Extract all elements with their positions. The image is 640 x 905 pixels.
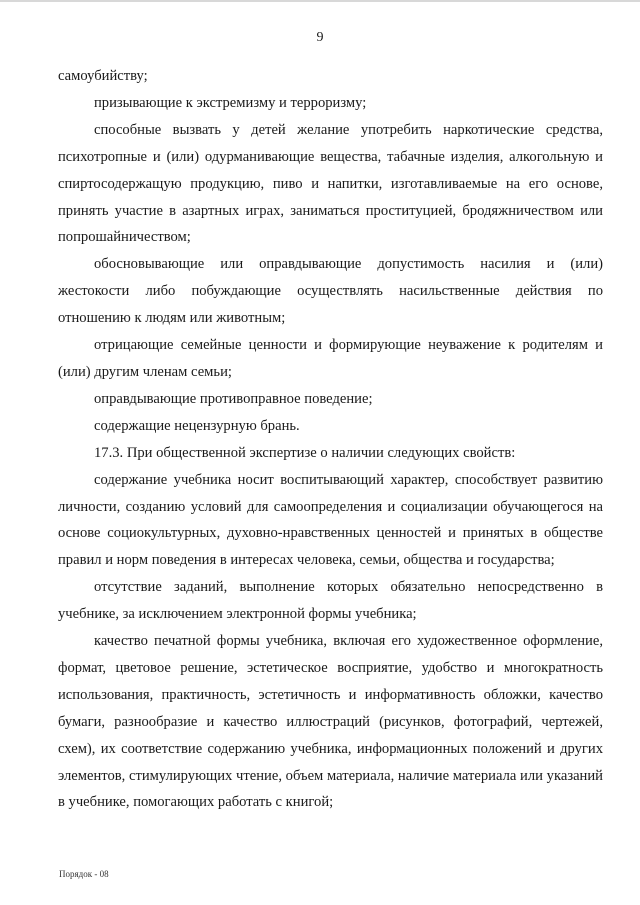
paragraph-2: призывающие к экстремизму и терроризму; [94, 94, 367, 111]
paragraph-3: способные вызвать у детей желание употребить наркотические средства, психотропные и (или) одурманивающие вещества, табачные изделия, алкогольную и спиртосодержащую продукцию, пиво и напитки, изготавливаемые на его основе, принять участие в азартных играх, заниматься проституцией, бродяжничеством или попрошайничеством; [58, 121, 603, 246]
paragraph-1: самоубийству; [58, 68, 148, 84]
paragraph-5: отрицающие семейные ценности и формирующие неуважение к родителям и (или) другим членам семьи; [58, 337, 603, 380]
page-number: 9 [316, 30, 324, 45]
paragraph-4: обосновывающие или оправдывающие допустимость насилия и (или) жестокости либо побуждающие осуществлять насильственные действия по отношению к людям или животным; [58, 256, 603, 327]
paragraph-10: отсутствие заданий, выполнение которых обязательно непосредственно в учебнике, за исключением электронной формы учебника; [58, 579, 603, 623]
top-edge-rule [0, 0, 640, 2]
paragraph-7: содержащие нецензурную брань. [94, 417, 300, 434]
document-body [58, 63, 603, 816]
paragraph-6: оправдывающие противоправное поведение; [94, 390, 373, 407]
paragraph-11: качество печатной формы учебника, включая его художественное оформление, формат, цветовое решение, эстетическое восприятие, удобство и многократность использования, практичность, эстетичность и информативность обложки, качество бумаги, разнообразие и качество иллюстраций (рисунков, фотографий, чертежей, схем), их соответствие содержанию учебника, информационных положений и других элементов, стимулирующих чтение, объем материала, наличие материала или указаний в учебнике, помогающих работать с книгой; [58, 633, 603, 811]
footer-label: Порядок - 08 [59, 869, 109, 879]
paragraph-9: содержание учебника носит воспитывающий характер, способствует развитию личности, созданию условий для самоопределения и социализации обучающегося на основе социокультурных, духовно-нравственных ценностей и принятых в обществе правил и норм поведения в интересах человека, семьи, общества и государства; [58, 471, 603, 569]
section-heading-17-3: 17.3. При общественной экспертизе о наличии следующих свойств: [94, 444, 516, 461]
